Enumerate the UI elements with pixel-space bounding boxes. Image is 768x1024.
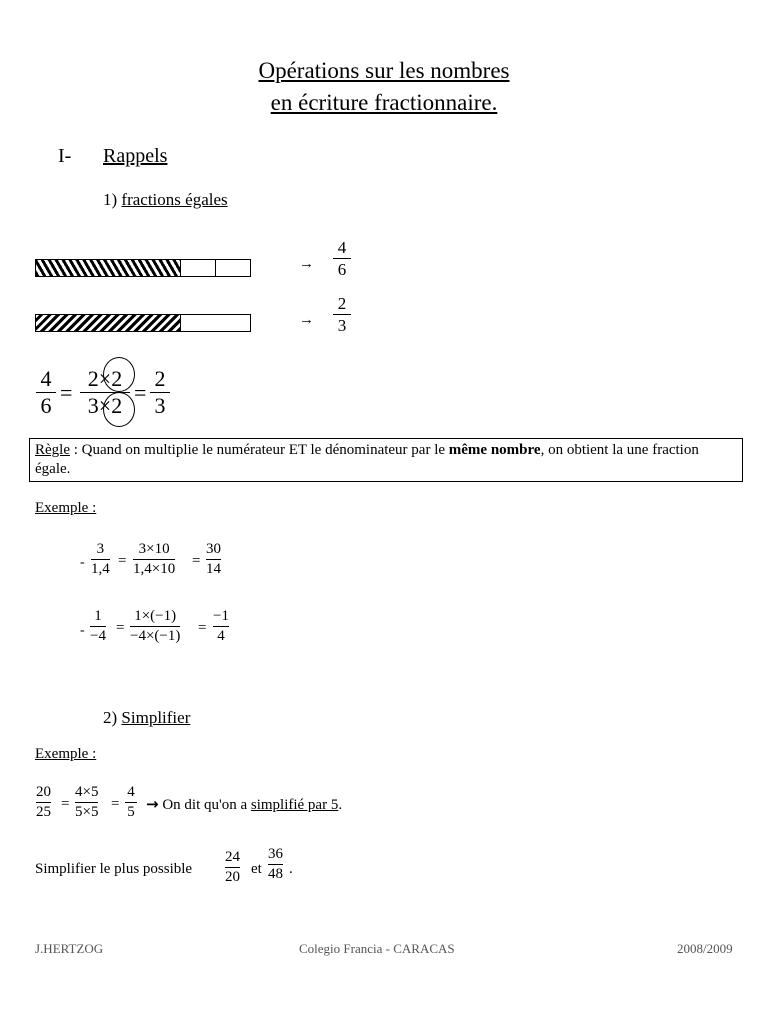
- empty-part: [181, 260, 216, 276]
- exercise-text: Simplifier le plus possible: [35, 861, 193, 877]
- hatched-part: [36, 315, 181, 331]
- equality-fraction-2: 2×2 3×2: [80, 366, 130, 419]
- section-heading: Rappels: [103, 145, 168, 167]
- equals-sign: =: [192, 553, 201, 569]
- equals-sign: =: [61, 796, 70, 812]
- circle-mark: [103, 357, 135, 392]
- example-fraction: 4×5 5×5: [75, 784, 99, 820]
- example-fraction: −1 4: [213, 608, 229, 644]
- example-label-1: Exemple :: [35, 500, 97, 516]
- exercise-and: et: [251, 861, 262, 877]
- example-conclusion: → On dit qu'on a simplifié par 5.: [146, 795, 343, 813]
- fraction-bar-2-3: [35, 314, 251, 332]
- example-fraction: 1×(−1) −4×(−1): [130, 608, 181, 644]
- circle-mark: [103, 392, 135, 427]
- example-label-2: Exemple :: [35, 746, 97, 762]
- arrow-icon: →: [299, 256, 314, 272]
- footer-author: J.HERTZOG: [35, 941, 104, 956]
- list-dash: -: [80, 555, 85, 570]
- rule-box: Règle : Quand on multiplie le numérateur ET le dénominateur par le même nombre, on obtient la une fraction égale.: [29, 438, 743, 482]
- arrow-icon: →: [146, 795, 159, 813]
- page-title-line2: en écriture fractionnaire.: [270, 90, 498, 115]
- equals-sign: =: [116, 620, 125, 636]
- exercise-fraction-2: 36 48: [268, 846, 283, 882]
- example-fraction: 30 14: [206, 541, 221, 577]
- footer-year: 2008/2009: [677, 941, 733, 956]
- page-title-line1: Opérations sur les nombres: [258, 58, 510, 83]
- equals-sign: =: [134, 380, 147, 405]
- empty-part: [181, 315, 250, 331]
- subsection-heading-1: 1) fractions égales: [103, 190, 228, 209]
- equals-sign: =: [111, 796, 120, 812]
- fraction-4-6: 4 6: [333, 237, 351, 280]
- hatched-part: [36, 260, 181, 276]
- subsection-heading-2: 2) Simplifier: [103, 708, 191, 727]
- example-fraction: 3 1,4: [91, 541, 110, 577]
- fraction-bar-4-6: [35, 259, 251, 277]
- example-fraction: 4 5: [125, 783, 137, 822]
- example-fraction: 20 25: [36, 784, 51, 820]
- arrow-icon: →: [299, 312, 314, 328]
- exercise-end: .: [289, 861, 293, 877]
- example-fraction: 3×10 1,4×10: [133, 541, 176, 577]
- exercise-fraction-1: 24 20: [225, 849, 240, 885]
- section-numeral: I-: [58, 145, 72, 167]
- equals-sign: =: [198, 620, 207, 636]
- equality-fraction-1: 4 6: [36, 366, 56, 419]
- empty-part: [216, 260, 250, 276]
- equals-sign: =: [60, 380, 73, 405]
- list-dash: -: [80, 623, 85, 638]
- equals-sign: =: [118, 553, 127, 569]
- footer-school: Colegio Francia - CARACAS: [299, 941, 455, 956]
- fraction-2-3: 2 3: [333, 293, 351, 336]
- equality-fraction-3: 2 3: [150, 366, 170, 419]
- example-fraction: 1 −4: [90, 608, 106, 644]
